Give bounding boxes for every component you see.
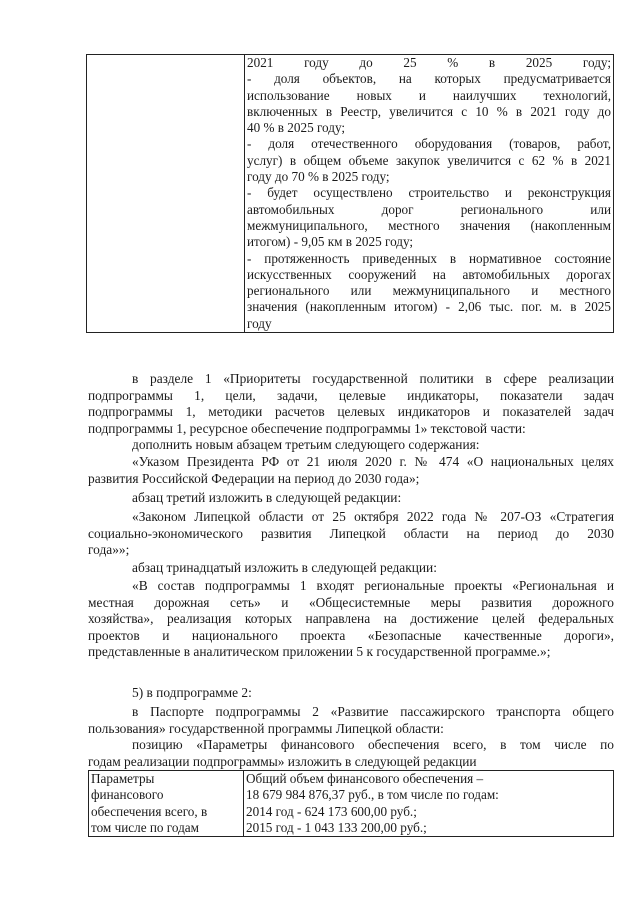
paragraph-add-third	[88, 437, 614, 454]
paragraph-position	[88, 737, 614, 770]
table-line: услуг) в общем объеме закупок увеличится с 62 % в 2021	[247, 152, 611, 168]
table-line: межмуниципального, местного значения (накопленным	[247, 217, 611, 233]
table-line: - доля объектов, на которых предусматривается	[247, 71, 611, 87]
text-line: проектов и национального проекта «Безопасные качественные дороги»,	[88, 627, 614, 643]
text-line: в разделе 1 «Приоритеты государственной политики в сфере реализации	[132, 371, 614, 386]
text-line: годам реализации подпрограммы» изложить в следующей редакции	[88, 753, 477, 769]
table-cell-value	[244, 771, 614, 837]
paragraph-subprogram2	[88, 685, 614, 702]
table-line: включенных в Реестр, увеличится с 10 % в 2021 году до	[247, 103, 611, 119]
table-line: 40 % в 2025 году;	[247, 120, 346, 136]
table-line: - протяженность приведенных в нормативное состояние	[247, 250, 611, 266]
table-line: 2015 год - 1 043 133 200,00 руб.;	[246, 819, 427, 835]
text-line: представленные в аналитическом приложении 5 к государственной программе.»;	[88, 644, 551, 659]
paragraph-thirteenth	[88, 560, 614, 577]
table-line: том числе по годам	[91, 819, 199, 835]
table-line: итогом) - 9,05 км в 2025 году;	[247, 234, 414, 250]
text-line: абзац третий изложить в следующей редакции:	[132, 490, 402, 505]
text-line: года»»;	[88, 542, 130, 557]
table-cell-indicators	[245, 55, 614, 333]
text-line: пользования» государственной программы Липецкой области:	[88, 720, 444, 736]
table-line: 18 679 984 876,37 руб., в том числе по годам:	[246, 787, 499, 803]
text-line: подпрограммы 1, методики расчетов целевых индикаторов и показателей задач	[88, 404, 614, 419]
table-line: автомобильных дорог регионального или	[247, 201, 611, 217]
table-line: 2021 году до 25 % в 2025 году;	[247, 55, 611, 70]
table-line: искусственных сооружений на автомобильных дорогах	[247, 266, 611, 282]
paragraph-third-edit	[88, 490, 614, 507]
table-line: значения (накопленным итогом) - 2,06 тыс. пог. м. в 2025	[247, 299, 611, 315]
table-line: регионального или межмуниципального и местного	[247, 283, 611, 299]
table-line: 2014 год - 624 173 600,00 руб.;	[246, 803, 417, 819]
paragraph-law	[88, 509, 614, 559]
text-line: «Указом Президента РФ от 21 июля 2020 г. № 474 «О национальных целях	[132, 454, 614, 469]
paragraph-decree	[88, 454, 614, 487]
text-line: социально-экономического развития Липецкой области на период до 2030	[88, 525, 614, 541]
text-line: развития Российской Федерации на период до 2030 года»;	[88, 470, 420, 486]
table-line: - будет осуществлено строительство и реконструкция	[247, 185, 611, 201]
paragraph-projects	[88, 578, 614, 661]
text-line: местная дорожная сеть» и «Общесистемные меры развития дорожного	[88, 594, 614, 610]
table-line: году	[247, 315, 272, 331]
table-line: Общий объем финансового обеспечения –	[246, 771, 484, 786]
text-line: подпрограммы 1, ресурсное обеспечение подпрограммы 1» текстовой части:	[88, 420, 526, 436]
finance-table	[88, 770, 614, 837]
text-line: «В состав подпрограммы 1 входят региональные проекты «Региональная и	[132, 578, 614, 593]
text-line: в Паспорте подпрограммы 2 «Развитие пассажирского транспорта общего	[132, 704, 614, 719]
table-cell-label	[89, 771, 244, 837]
table-row	[89, 771, 614, 837]
text-line: хозяйства», реализация которых направлена на достижение целей федеральных	[88, 611, 614, 626]
table-line: финансового	[91, 787, 164, 803]
text-line: позицию «Параметры финансового обеспечения всего, в том числе по	[132, 737, 614, 752]
table-line: году до 70 % в 2025 году;	[247, 169, 390, 185]
text-line: «Законом Липецкой области от 25 октября 2022 года № 207-ОЗ «Стратегия	[132, 509, 614, 524]
table-cell-empty	[87, 55, 245, 333]
table-line: Параметры	[91, 771, 155, 786]
text-line: дополнить новым абзацем третьим следующего содержания:	[132, 437, 480, 452]
table-line: использование новых и наилучших технологий,	[247, 87, 611, 103]
paragraph-passport	[88, 704, 614, 737]
paragraph-section1	[88, 371, 614, 437]
text-line: 5) в подпрограмме 2:	[132, 685, 252, 700]
table-line: обеспечения всего, в	[91, 803, 208, 819]
text-line: абзац тринадцатый изложить в следующей редакции:	[132, 560, 437, 575]
table-row	[87, 55, 614, 333]
text-line: подпрограммы 1, цели, задачи, целевые индикаторы, показатели задач	[88, 387, 614, 403]
indicators-table	[86, 54, 614, 333]
table-line: - доля отечественного оборудования (товаров, работ,	[247, 136, 611, 152]
